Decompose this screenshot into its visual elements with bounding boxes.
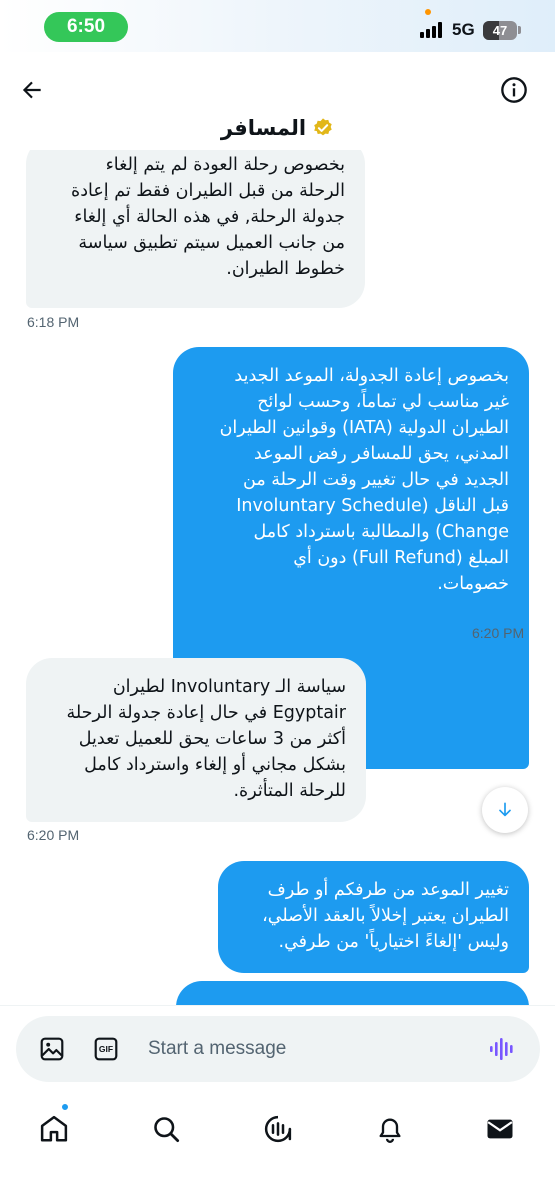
- messages-icon: [485, 1114, 515, 1144]
- conversation-header: [0, 52, 555, 150]
- battery-nub: [518, 26, 521, 34]
- message-list[interactable]: [0, 150, 555, 1005]
- info-button[interactable]: [496, 72, 532, 108]
- battery-level: 47: [492, 23, 508, 38]
- verified-badge-icon: [312, 117, 334, 139]
- back-button[interactable]: [14, 72, 50, 108]
- message-bubble-sent[interactable]: بخصوص إعادة الجدولة، الموعد الجديد غير مناسب لي تماماً، وحسب لوائح الطيران الدولية (IATA) وقوانين الطيران المدني، يحق للمسافر رفض الموعد الجديد في حال تغيير وقت الرحلة من قبل الناقل (Involuntary Schedule Change) والمطالبة باسترداد كامل المبلغ (Full Refund) دون أي خصومات.: [173, 347, 529, 769]
- message-bubble-sent[interactable]: تغيير الموعد من طرفكم أو طرف الطيران يعتبر إخلالاً بالعقد الأصلي، وليس 'إلغاءً اختيارياً' من طرفي.: [218, 861, 529, 973]
- gif-label: GIF: [98, 1044, 114, 1054]
- nav-home[interactable]: [28, 1103, 80, 1155]
- notifications-icon: [376, 1115, 404, 1143]
- arrow-down-icon: [495, 800, 515, 820]
- voice-message-button[interactable]: [488, 1035, 516, 1063]
- nav-search[interactable]: [140, 1103, 192, 1155]
- message-timestamp: 6:18 PM: [27, 314, 80, 330]
- info-icon: [500, 76, 528, 104]
- scroll-to-bottom-button[interactable]: [482, 787, 528, 833]
- network-type: 5G: [452, 20, 475, 39]
- battery-icon: [483, 21, 517, 40]
- message-timestamp: 6:20 PM: [472, 625, 525, 641]
- bottom-navigation: [0, 1093, 555, 1200]
- message-composer: [16, 1016, 540, 1082]
- message-input[interactable]: [148, 1029, 468, 1069]
- message-bubble-sent-partial[interactable]: [176, 981, 529, 1005]
- image-button[interactable]: [38, 1035, 66, 1063]
- arrow-left-icon: [19, 77, 45, 103]
- home-notification-dot: [61, 1103, 69, 1111]
- nav-grok[interactable]: [252, 1103, 304, 1155]
- search-icon: [152, 1115, 180, 1143]
- cellular-signal-icon: [420, 22, 446, 38]
- status-bar: [0, 0, 555, 52]
- image-icon: [39, 1036, 65, 1062]
- home-icon: [39, 1114, 69, 1144]
- privacy-indicator-dot: [425, 9, 431, 15]
- grok-icon: [263, 1114, 293, 1144]
- message-timestamp: 6:20 PM: [27, 827, 80, 843]
- conversation-title: المسافر: [220, 116, 307, 140]
- nav-messages[interactable]: [474, 1103, 526, 1155]
- status-time: 6:50: [44, 12, 128, 42]
- message-bubble-received[interactable]: بخصوص رحلة العودة لم يتم إلغاء الرحلة من قبل الطيران فقط تم إعادة جدولة الرحلة, في هذه الحالة أي إلغاء من جانب العميل سيتم تطبيق سياسة خطوط الطيران.: [26, 150, 365, 308]
- composer-area: [0, 1005, 555, 1093]
- voice-wave-icon: [488, 1035, 516, 1063]
- nav-notifications[interactable]: [364, 1103, 416, 1155]
- conversation-title-wrap[interactable]: [0, 116, 555, 140]
- message-bubble-received[interactable]: سياسة الـ Involuntary لطيران Egyptair في حال إعادة جدولة الرحلة أكثر من 3 ساعات يحق للعميل تعديل بشكل مجاني أو إلغاء واسترداد كامل للرحلة المتأثرة.: [26, 658, 366, 822]
- gif-button[interactable]: [92, 1035, 120, 1063]
